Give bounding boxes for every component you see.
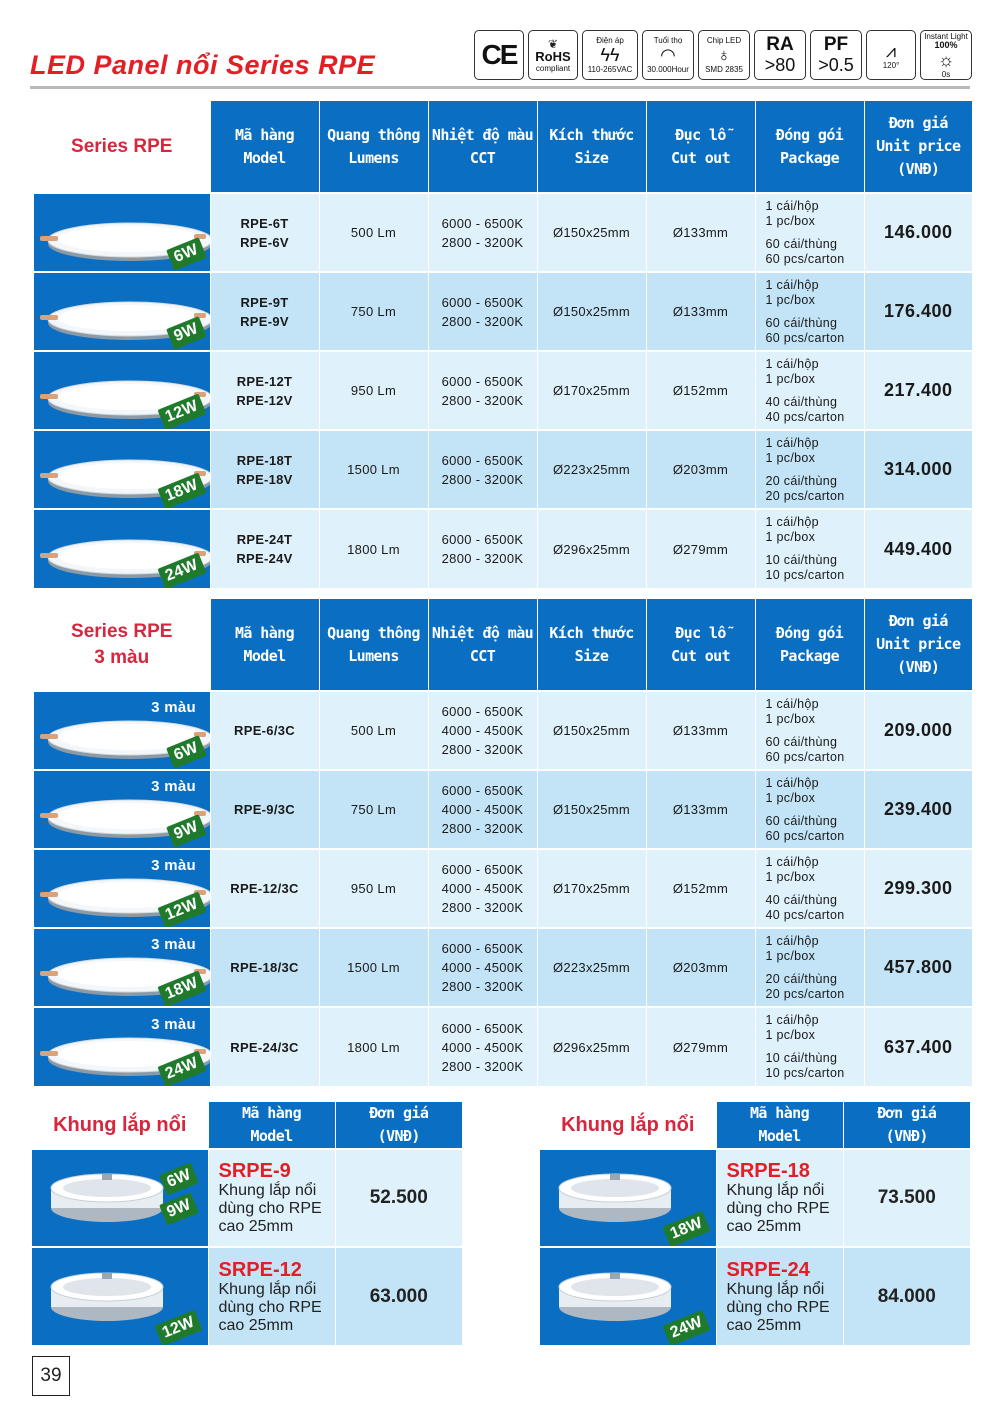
- frame-image-cell: [540, 1247, 716, 1345]
- instant-light-icon: Instant Light 100% ☼ 0s: [920, 30, 972, 80]
- model-cell: RPE-9/3C: [210, 770, 319, 849]
- frame-desc-cell: SRPE-18 Khung lắp nổi dùng cho RPE cao 25mm: [716, 1149, 843, 1247]
- three-color-label: 3 màu: [151, 699, 196, 716]
- header-size: Kích thước Size: [537, 599, 646, 691]
- size-cell: Ø170x25mm: [537, 351, 646, 430]
- product-image-cell: [34, 849, 210, 928]
- page-number: 39: [32, 1356, 70, 1396]
- lumens-cell: 1500 Lm: [319, 430, 428, 509]
- header-package: Đóng gói Package: [755, 101, 864, 193]
- lifetime-icon: Tuổi thọ ◠ 30.000Hour: [642, 30, 694, 80]
- package-cell: 1 cái/hộp 1 pc/box 20 cái/thùng 20 pcs/carton: [755, 430, 864, 509]
- price-cell: 299.300: [864, 849, 972, 928]
- wattage-badge: 12W: [158, 394, 207, 429]
- size-cell: Ø150x25mm: [537, 272, 646, 351]
- cct-cell: 6000 - 6500K 4000 - 4500K 2800 - 3200K: [428, 849, 537, 928]
- model-cell: RPE-12T RPE-12V: [210, 351, 319, 430]
- lumens-cell: 500 Lm: [319, 193, 428, 272]
- header-model: Mã hàng Model: [208, 1102, 335, 1149]
- header-package: Đóng gói Package: [755, 599, 864, 691]
- cutout-cell: Ø279mm: [646, 509, 755, 588]
- package-cell: 1 cái/hộp 1 pc/box 20 cái/thùng 20 pcs/carton: [755, 928, 864, 1007]
- frame-table-left: [32, 1102, 462, 1345]
- header-price: Đơn giá Unit price (VNĐ): [864, 599, 972, 691]
- frame-code: SRPE-24: [726, 1258, 810, 1281]
- cutout-cell: Ø152mm: [646, 849, 755, 928]
- ce-icon: CE: [474, 30, 524, 80]
- rohs-icon: ❦ RoHS compliant: [528, 30, 578, 80]
- model-cell: RPE-24T RPE-24V: [210, 509, 319, 588]
- price-cell: 52.500: [335, 1149, 462, 1247]
- size-cell: Ø223x25mm: [537, 928, 646, 1007]
- table-row: [34, 193, 972, 272]
- model-cell: RPE-18/3C: [210, 928, 319, 1007]
- frame-image-cell: [540, 1149, 716, 1247]
- chip-led-icon: Chip LED ♁ SMD 2835: [698, 30, 750, 80]
- frame-section-label: Khung lắp nổi: [32, 1102, 208, 1149]
- size-cell: Ø150x25mm: [537, 770, 646, 849]
- lumens-cell: 950 Lm: [319, 351, 428, 430]
- wattage-badge: 6W: [167, 735, 207, 768]
- package-cell: 1 cái/hộp 1 pc/box 60 cái/thùng 60 pcs/carton: [755, 770, 864, 849]
- wattage-badge: 24W: [663, 1309, 711, 1344]
- price-cell: 84.000: [843, 1247, 970, 1345]
- wattage-badge: 9W: [167, 316, 207, 349]
- price-cell: 217.400: [864, 351, 972, 430]
- cct-cell: 6000 - 6500K 2800 - 3200K: [428, 430, 537, 509]
- cct-cell: 6000 - 6500K 4000 - 4500K 2800 - 3200K: [428, 691, 537, 770]
- ra-icon: RA >80: [754, 30, 806, 80]
- cutout-cell: Ø133mm: [646, 272, 755, 351]
- size-cell: Ø223x25mm: [537, 430, 646, 509]
- sun-icon: ☼: [937, 49, 955, 70]
- frame-row: [32, 1149, 462, 1247]
- beam-angle-icon: ⩘ 120°: [866, 30, 916, 80]
- voltage-icon: Điện áp ϟϟ 110-265VAC: [582, 30, 638, 80]
- lamp-beam-icon: ⩘: [885, 40, 897, 61]
- wattage-badge: 18W: [158, 473, 207, 508]
- lumens-cell: 1800 Lm: [319, 1007, 428, 1086]
- product-image-cell: [34, 691, 210, 770]
- product-image-cell: [34, 193, 210, 272]
- lumens-cell: 750 Lm: [319, 770, 428, 849]
- header-price: Đơn giá Unit price (VNĐ): [864, 101, 972, 193]
- three-color-label: 3 màu: [151, 1015, 196, 1033]
- cutout-cell: Ø152mm: [646, 351, 755, 430]
- product-image-cell: [34, 272, 210, 351]
- three-color-label: 3 màu: [151, 778, 196, 795]
- frame-desc-cell: SRPE-24 Khung lắp nổi dùng cho RPE cao 25mm: [716, 1247, 843, 1345]
- cutout-cell: Ø133mm: [646, 691, 755, 770]
- cct-cell: 6000 - 6500K 2800 - 3200K: [428, 509, 537, 588]
- frame-desc-cell: SRPE-12 Khung lắp nổi dùng cho RPE cao 25mm: [208, 1247, 335, 1345]
- size-cell: Ø296x25mm: [537, 1007, 646, 1086]
- leaf-icon: ❦: [547, 36, 559, 51]
- lumens-cell: 950 Lm: [319, 849, 428, 928]
- product-image-cell: [34, 770, 210, 849]
- three-color-label: 3 màu: [151, 936, 196, 953]
- cutout-cell: Ø133mm: [646, 770, 755, 849]
- table-row: [34, 928, 972, 1007]
- frame-image-cell: [32, 1247, 208, 1345]
- package-cell: 1 cái/hộp 1 pc/box 60 cái/thùng 60 pcs/carton: [755, 193, 864, 272]
- header-lumens: Quang thông Lumens: [319, 599, 428, 691]
- model-cell: RPE-24/3C: [210, 1007, 319, 1086]
- header-size: Kích thước Size: [537, 101, 646, 193]
- series-rpe-3color-table: [34, 599, 972, 1086]
- wattage-badge: 18W: [158, 971, 207, 1006]
- cutout-cell: Ø203mm: [646, 430, 755, 509]
- wattage-badge: 9W: [167, 814, 207, 847]
- pf-icon: PF >0.5: [810, 30, 862, 80]
- wattage-badge: 12W: [158, 892, 207, 927]
- model-cell: RPE-6/3C: [210, 691, 319, 770]
- bulb-icon: ♁: [717, 45, 731, 65]
- model-cell: RPE-18T RPE-18V: [210, 430, 319, 509]
- cct-cell: 6000 - 6500K 4000 - 4500K 2800 - 3200K: [428, 928, 537, 1007]
- table-row: [34, 1007, 972, 1086]
- header-cct: Nhiệt độ màu CCT: [428, 101, 537, 193]
- lumens-cell: 500 Lm: [319, 691, 428, 770]
- cutout-cell: Ø279mm: [646, 1007, 755, 1086]
- price-cell: 63.000: [335, 1247, 462, 1345]
- lumens-cell: 1800 Lm: [319, 509, 428, 588]
- table-header: [34, 101, 972, 193]
- package-cell: 1 cái/hộp 1 pc/box 60 cái/thùng 60 pcs/carton: [755, 272, 864, 351]
- gauge-icon: ◠: [660, 45, 676, 65]
- frame-image-cell: [32, 1149, 208, 1247]
- model-cell: RPE-6T RPE-6V: [210, 193, 319, 272]
- header-lumens: Quang thông Lumens: [319, 101, 428, 193]
- frame-table-right: [540, 1102, 970, 1345]
- section-label: Series RPE: [34, 101, 210, 193]
- series-rpe-table: [34, 101, 972, 588]
- table-row: [34, 849, 972, 928]
- product-image-cell: [34, 928, 210, 1007]
- frame-row: [540, 1149, 970, 1247]
- price-cell: 209.000: [864, 691, 972, 770]
- header-cutout: Đục lỗ Cut out: [646, 599, 755, 691]
- frame-code: SRPE-12: [218, 1258, 302, 1281]
- product-image-cell: [34, 1007, 210, 1086]
- cct-cell: 6000 - 6500K 2800 - 3200K: [428, 351, 537, 430]
- size-cell: Ø150x25mm: [537, 691, 646, 770]
- size-cell: Ø170x25mm: [537, 849, 646, 928]
- certification-icons: [474, 30, 972, 80]
- frame-row: [32, 1247, 462, 1345]
- package-cell: 1 cái/hộp 1 pc/box 60 cái/thùng 60 pcs/carton: [755, 691, 864, 770]
- lightning-icon: ϟϟ: [600, 45, 620, 65]
- size-cell: Ø150x25mm: [537, 193, 646, 272]
- header-model: Mã hàng Model: [210, 101, 319, 193]
- header-cct: Nhiệt độ màu CCT: [428, 599, 537, 691]
- product-image-cell: [34, 509, 210, 588]
- table-row: [34, 770, 972, 849]
- cct-cell: 6000 - 6500K 4000 - 4500K 2800 - 3200K: [428, 770, 537, 849]
- frame-desc-cell: SRPE-9 Khung lắp nổi dùng cho RPE cao 25mm: [208, 1149, 335, 1247]
- model-cell: RPE-12/3C: [210, 849, 319, 928]
- price-cell: 449.400: [864, 509, 972, 588]
- wattage-badge: 18W: [663, 1211, 711, 1246]
- package-cell: 1 cái/hộp 1 pc/box 40 cái/thùng 40 pcs/carton: [755, 849, 864, 928]
- product-image-cell: [34, 351, 210, 430]
- lumens-cell: 1500 Lm: [319, 928, 428, 1007]
- size-cell: Ø296x25mm: [537, 509, 646, 588]
- price-cell: 176.400: [864, 272, 972, 351]
- price-cell: 314.000: [864, 430, 972, 509]
- package-cell: 1 cái/hộp 1 pc/box 40 cái/thùng 40 pcs/carton: [755, 351, 864, 430]
- table-row: [34, 691, 972, 770]
- price-cell: 73.500: [843, 1149, 970, 1247]
- table-row: [34, 351, 972, 430]
- frame-section-label: Khung lắp nổi: [540, 1102, 716, 1149]
- section-label: Series RPE 3 màu: [34, 599, 210, 691]
- price-cell: 457.800: [864, 928, 972, 1007]
- frame-row: [540, 1247, 970, 1345]
- cutout-cell: Ø133mm: [646, 193, 755, 272]
- header-model: Mã hàng Model: [716, 1102, 843, 1149]
- table-header: [34, 599, 972, 691]
- table-row: [34, 272, 972, 351]
- price-cell: 637.400: [864, 1007, 972, 1086]
- wattage-badge: 6W: [167, 237, 207, 270]
- model-cell: RPE-9T RPE-9V: [210, 272, 319, 351]
- title-divider: [30, 86, 970, 89]
- wattage-badge: 6W: [159, 1162, 199, 1195]
- price-cell: 146.000: [864, 193, 972, 272]
- wattage-badge: 12W: [155, 1309, 203, 1344]
- cct-cell: 6000 - 6500K 2800 - 3200K: [428, 272, 537, 351]
- header-cutout: Đục lỗ Cut out: [646, 101, 755, 193]
- table-row: [34, 509, 972, 588]
- wattage-badge: 24W: [158, 552, 207, 587]
- package-cell: 1 cái/hộp 1 pc/box 10 cái/thùng 10 pcs/carton: [755, 1007, 864, 1086]
- lumens-cell: 750 Lm: [319, 272, 428, 351]
- frame-code: SRPE-9: [218, 1160, 291, 1182]
- header-price: Đơn giá (VNĐ): [335, 1102, 462, 1149]
- frame-code: SRPE-18: [726, 1160, 810, 1182]
- product-image-cell: [34, 430, 210, 509]
- wattage-badge: 24W: [158, 1050, 207, 1085]
- price-cell: 239.400: [864, 770, 972, 849]
- three-color-label: 3 màu: [151, 857, 196, 874]
- cct-cell: 6000 - 6500K 2800 - 3200K: [428, 193, 537, 272]
- header-model: Mã hàng Model: [210, 599, 319, 691]
- wattage-badge: 9W: [159, 1192, 199, 1225]
- cct-cell: 6000 - 6500K 4000 - 4500K 2800 - 3200K: [428, 1007, 537, 1086]
- cutout-cell: Ø203mm: [646, 928, 755, 1007]
- table-row: [34, 430, 972, 509]
- package-cell: 1 cái/hộp 1 pc/box 10 cái/thùng 10 pcs/carton: [755, 509, 864, 588]
- header-price: Đơn giá (VNĐ): [843, 1102, 970, 1149]
- page-title: LED Panel nổi Series RPE: [30, 50, 376, 80]
